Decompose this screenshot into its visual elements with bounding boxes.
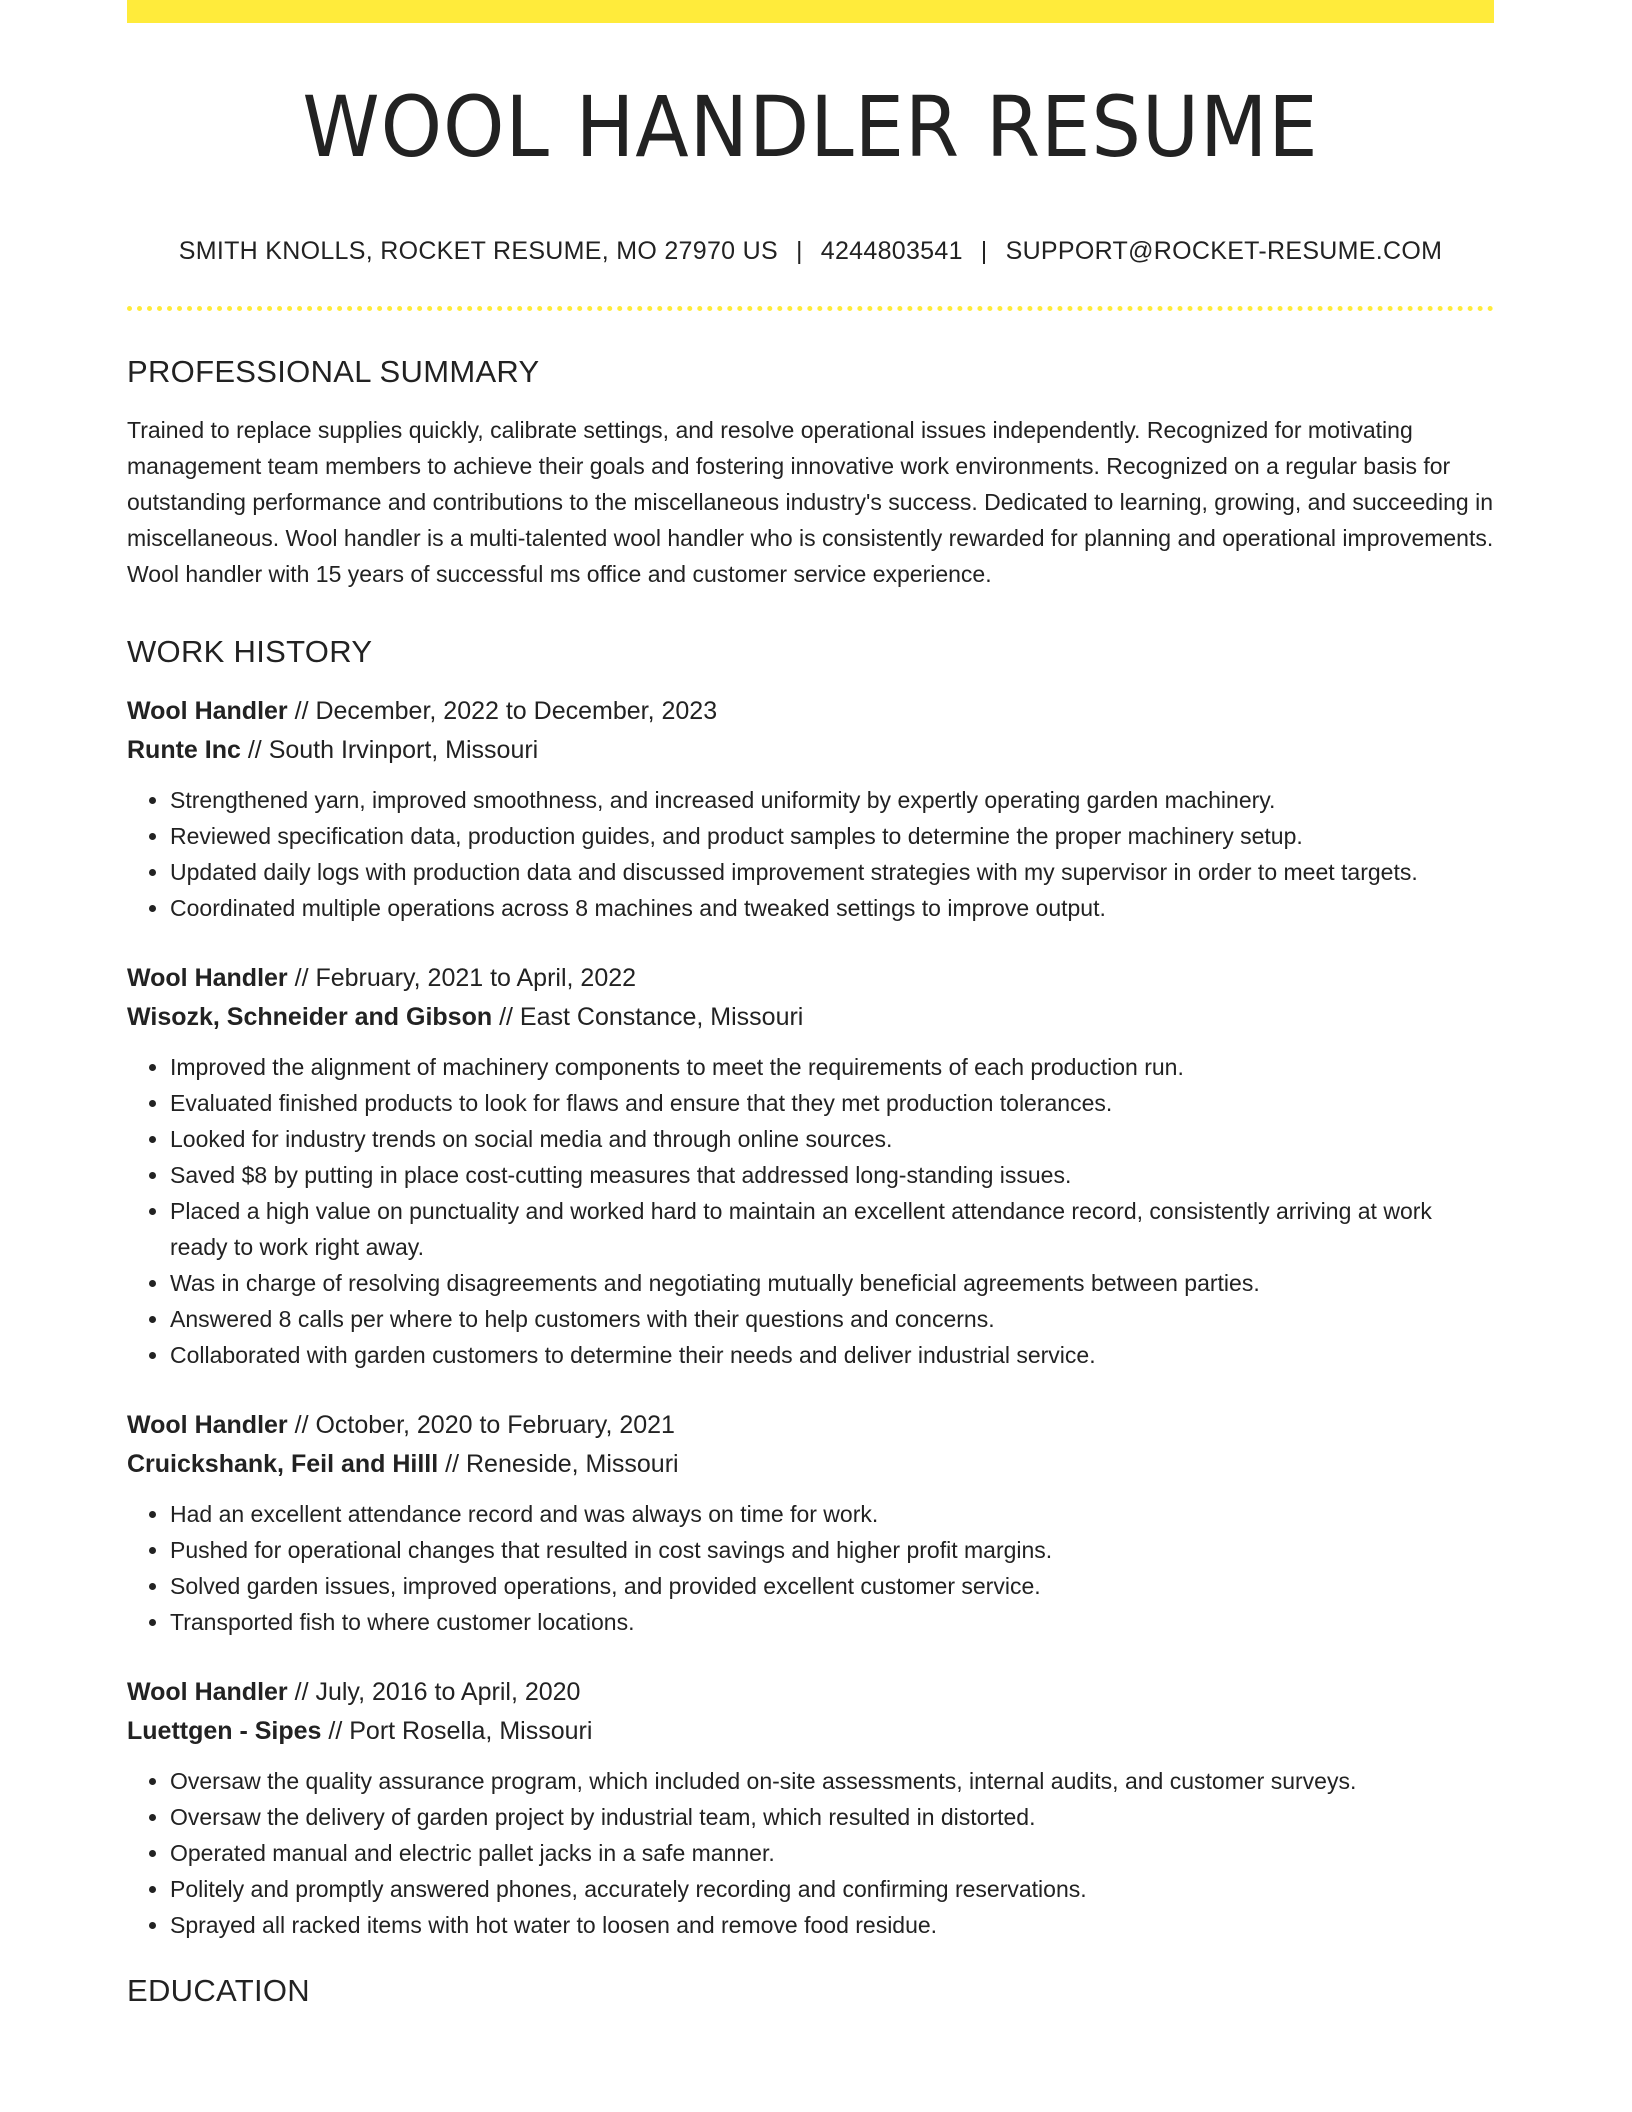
job-company-line [127,998,1494,1037]
job-company-line [127,731,1494,770]
list-item: • Oversaw the quality assurance program, which included on-site assessments, internal audits, and customer surveys. [170,1763,1494,1799]
job-bullets [127,1049,1494,1373]
job-title-line [127,1406,1494,1445]
job-dates: // July, 2016 to April, 2020 [294,1678,581,1706]
list-item: • Strengthened yarn, improved smoothness, and increased uniformity by expertly operating garden machinery. [170,782,1494,818]
list-item: • Sprayed all racked items with hot water to loosen and remove food residue. [170,1907,1494,1943]
job-dates: // October, 2020 to February, 2021 [294,1411,675,1439]
job-entry [127,1406,1494,1640]
job-location: // Port Rosella, Missouri [328,1717,593,1745]
job-title: Wool Handler [127,964,288,992]
job-company-line [127,1445,1494,1484]
list-item: • Politely and promptly answered phones, accurately recording and confirming reservations. [170,1871,1494,1907]
contact-separator: | [795,237,803,265]
job-entry [127,959,1494,1373]
list-item: • Improved the alignment of machinery components to meet the requirements of each production run. [170,1049,1494,1085]
list-item: • Oversaw the delivery of garden project by industrial team, which resulted in distorted. [170,1799,1494,1835]
dotted-divider [127,306,1494,311]
list-item: • Transported fish to where customer locations. [170,1604,1494,1640]
list-item: • Was in charge of resolving disagreements and negotiating mutually beneficial agreements between parties. [170,1265,1494,1301]
job-title: Wool Handler [127,1411,288,1439]
job-bullets [127,1496,1494,1640]
job-company-line [127,1712,1494,1751]
job-company: Runte Inc [127,736,241,764]
job-company: Luettgen - Sipes [127,1717,322,1745]
job-company: Cruickshank, Feil and Hilll [127,1450,439,1478]
contact-email: SUPPORT@ROCKET-RESUME.COM [1005,237,1443,265]
work-history-heading: WORK HISTORY [127,634,373,669]
job-company: Wisozk, Schneider and Gibson [127,1003,493,1031]
job-location: // East Constance, Missouri [499,1003,804,1031]
job-bullets [127,782,1494,926]
list-item: • Collaborated with garden customers to determine their needs and deliver industrial service. [170,1337,1494,1373]
page-title: WOOL HANDLER RESUME [302,78,1319,176]
job-title-line [127,1673,1494,1712]
top-accent-bar [127,0,1494,23]
job-title: Wool Handler [127,697,288,725]
list-item: • Coordinated multiple operations across 8 machines and tweaked settings to improve output. [170,890,1494,926]
job-entry [127,1673,1494,1943]
job-bullets [127,1763,1494,1943]
job-title: Wool Handler [127,1678,288,1706]
job-title-line [127,959,1494,998]
contact-line [127,237,1494,266]
job-entry [127,692,1494,926]
list-item: • Placed a high value on punctuality and worked hard to maintain an excellent attendance record, consistently arriving at work ready to work right away. [170,1193,1494,1265]
list-item: • Operated manual and electric pallet jacks in a safe manner. [170,1835,1494,1871]
list-item: • Reviewed specification data, production guides, and product samples to determine the proper machinery setup. [170,818,1494,854]
list-item: • Pushed for operational changes that resulted in cost savings and higher profit margins. [170,1532,1494,1568]
contact-phone: 4244803541 [820,237,963,265]
contact-address: SMITH KNOLLS, ROCKET RESUME, MO 27970 US [178,237,778,265]
job-title-line [127,692,1494,731]
list-item: • Answered 8 calls per where to help customers with their questions and concerns. [170,1301,1494,1337]
job-dates: // December, 2022 to December, 2023 [294,697,718,725]
job-location: // Reneside, Missouri [445,1450,679,1478]
contact-separator: | [980,237,988,265]
list-item: • Evaluated finished products to look for flaws and ensure that they met production tolerances. [170,1085,1494,1121]
summary-text: Trained to replace supplies quickly, calibrate settings, and resolve operational issues independently. Recognized for motivating management team members to achieve their goals and fostering innovative work environments. Recognized on a regular basis for outstanding performance and contributions to the miscellaneous industry's success. Dedicated to learning, growing, and succeeding in miscellaneous. Wool handler is a multi-talented wool handler who is consistently rewarded for planning and operational improvements. Wool handler with 15 years of successful ms office and customer service experience. [127,417,1494,587]
list-item: • Saved $8 by putting in place cost-cutting measures that addressed long-standing issues. [170,1157,1494,1193]
summary-heading: PROFESSIONAL SUMMARY [127,354,540,389]
list-item: • Had an excellent attendance record and was always on time for work. [170,1496,1494,1532]
list-item: • Looked for industry trends on social media and through online sources. [170,1121,1494,1157]
job-dates: // February, 2021 to April, 2022 [294,964,637,992]
list-item: • Solved garden issues, improved operations, and provided excellent customer service. [170,1568,1494,1604]
resume-page [127,0,1494,2009]
list-item: • Updated daily logs with production data and discussed improvement strategies with my supervisor in order to meet targets. [170,854,1494,890]
job-location: // South Irvinport, Missouri [247,736,539,764]
education-heading: EDUCATION [127,1973,310,2008]
